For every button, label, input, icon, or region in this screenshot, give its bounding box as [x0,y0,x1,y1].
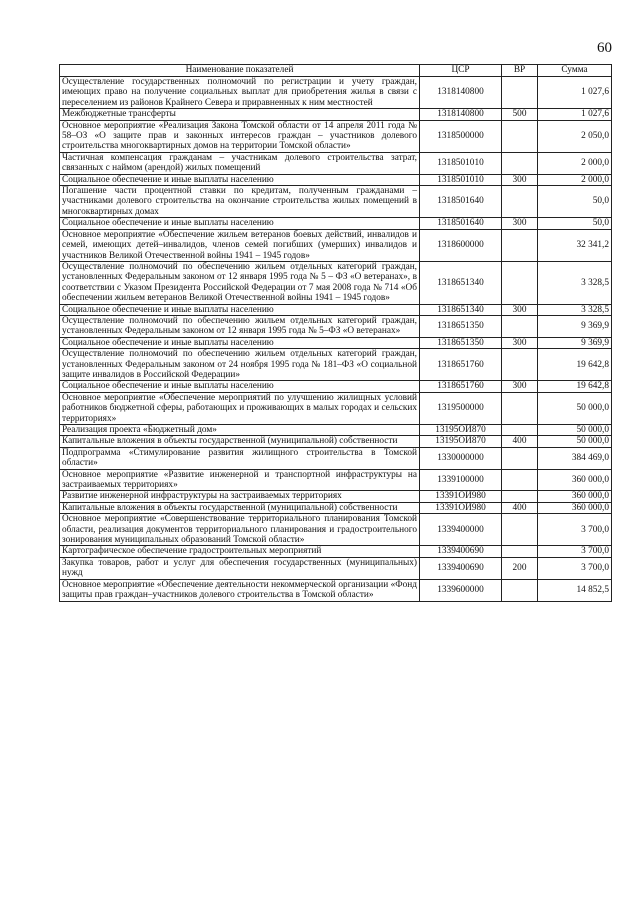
indicator-name-cell: Осуществление государственных полномочий по регистрации и учету граждан, имеющих право на получение социальных выплат для приобретения жилья в связи с переселением из районов Крайнего Севера и приравненных к ним местностей [60,77,420,109]
csr-code-cell: 1318501640 [420,218,502,229]
csr-code-cell: 1319500000 [420,392,502,424]
table-row [60,229,612,261]
vr-code-cell [502,229,538,261]
table-row [60,436,612,447]
amount-cell: 9 369,9 [538,315,612,337]
indicator-name-cell: Основное мероприятие «Обеспечение жильем ветеранов боевых действий, инвалидов и семей, имеющих детей–инвалидов, членов семей погибших (умерших) инвалидов и участников Великой Отечественной войны 1941 – 1945 годов» [60,229,420,261]
table-row [60,186,612,218]
amount-cell: 50,0 [538,186,612,218]
csr-code-cell: 1318651760 [420,381,502,392]
vr-code-cell [502,77,538,109]
csr-code-cell: 1339600000 [420,579,502,601]
vr-code-cell [502,120,538,152]
csr-code-cell: 1330000000 [420,447,502,469]
amount-cell: 19 642,8 [538,349,612,381]
vr-code-cell [502,447,538,469]
indicator-name-cell: Осуществление полномочий по обеспечению жильем отдельных категорий граждан, установленных Федеральным законом от 12 января 1995 года № 5–ФЗ «О ветеранах» [60,315,420,337]
csr-code-cell: 1318651340 [420,304,502,315]
amount-cell: 384 469,0 [538,447,612,469]
vr-code-cell [502,186,538,218]
amount-cell: 3 700,0 [538,557,612,579]
amount-cell: 19 642,8 [538,381,612,392]
csr-code-cell: 1339400690 [420,546,502,557]
amount-cell: 2 000,0 [538,174,612,185]
vr-code-cell: 300 [502,304,538,315]
table-row [60,392,612,424]
amount-cell: 14 852,5 [538,579,612,601]
table-row [60,315,612,337]
budget-table [59,64,612,602]
column-header-vr: ВР [502,65,538,77]
indicator-name-cell: Основное мероприятие «Реализация Закона Томской области от 14 апреля 2011 года № 58–ОЗ «О защите прав и законных интересов граждан – участников долевого строительства многоквартирных домов на территории Томской области» [60,120,420,152]
amount-cell: 32 341,2 [538,229,612,261]
amount-cell: 50 000,0 [538,392,612,424]
csr-code-cell: 1318501010 [420,174,502,185]
amount-cell: 360 000,0 [538,502,612,513]
csr-code-cell: 13195ОИ870 [420,436,502,447]
vr-code-cell [502,261,538,304]
table-row [60,381,612,392]
vr-code-cell: 300 [502,174,538,185]
table-row [60,425,612,436]
csr-code-cell: 1318140800 [420,109,502,120]
indicator-name-cell: Капитальные вложения в объекты государственной (муниципальной) собственности [60,502,420,513]
table-row [60,218,612,229]
csr-code-cell: 1339400690 [420,557,502,579]
csr-code-cell: 13391ОИ980 [420,491,502,502]
page-number: 60 [597,40,612,56]
amount-cell: 1 027,6 [538,109,612,120]
indicator-name-cell: Социальное обеспечение и иные выплаты населению [60,174,420,185]
csr-code-cell: 1318501010 [420,152,502,174]
indicator-name-cell: Основное мероприятие «Развитие инженерной и транспортной инфраструктуры на застраиваемых территориях» [60,469,420,491]
indicator-name-cell: Осуществление полномочий по обеспечению жильем отдельных категорий граждан, установленных Федеральным законом от 24 ноября 1995 года № 181–ФЗ «О социальной защите инвалидов в Российской Федерации» [60,349,420,381]
csr-code-cell: 1318651340 [420,261,502,304]
column-header-name: Наименование показателей [60,65,420,77]
amount-cell: 360 000,0 [538,469,612,491]
indicator-name-cell: Межбюджетные трансферты [60,109,420,120]
vr-code-cell [502,546,538,557]
indicator-name-cell: Социальное обеспечение и иные выплаты населению [60,304,420,315]
vr-code-cell: 400 [502,436,538,447]
indicator-name-cell: Капитальные вложения в объекты государственной (муниципальной) собственности [60,436,420,447]
table-row [60,349,612,381]
table-row [60,77,612,109]
indicator-name-cell: Основное мероприятие «Обеспечение мероприятий по улучшению жилищных условий работников бюджетной сферы, работающих и проживающих в малых городах и сельских территориях» [60,392,420,424]
amount-cell: 360 000,0 [538,491,612,502]
vr-code-cell [502,425,538,436]
indicator-name-cell: Социальное обеспечение и иные выплаты населению [60,218,420,229]
vr-code-cell [502,349,538,381]
table-row [60,304,612,315]
csr-code-cell: 13391ОИ980 [420,502,502,513]
amount-cell: 3 328,5 [538,261,612,304]
amount-cell: 2 050,0 [538,120,612,152]
indicator-name-cell: Основное мероприятие «Совершенствование территориального планирования Томской области, реализация документов территориального планирования и градостроительного зонирования муниципальных образований Томской области» [60,514,420,546]
amount-cell: 3 700,0 [538,514,612,546]
amount-cell: 50 000,0 [538,436,612,447]
table-row [60,261,612,304]
amount-cell: 9 369,9 [538,337,612,348]
vr-code-cell: 300 [502,337,538,348]
table-row [60,337,612,348]
csr-code-cell: 1318140800 [420,77,502,109]
csr-code-cell: 1318651760 [420,349,502,381]
csr-code-cell: 13195ОИ870 [420,425,502,436]
csr-code-cell: 1318651350 [420,337,502,348]
vr-code-cell [502,491,538,502]
vr-code-cell [502,152,538,174]
amount-cell: 50 000,0 [538,425,612,436]
vr-code-cell [502,315,538,337]
csr-code-cell: 1339400000 [420,514,502,546]
table-row [60,579,612,601]
table-header [60,65,612,77]
amount-cell: 3 700,0 [538,546,612,557]
table-row [60,557,612,579]
table-row [60,514,612,546]
indicator-name-cell: Социальное обеспечение и иные выплаты населению [60,337,420,348]
table-row [60,447,612,469]
amount-cell: 2 000,0 [538,152,612,174]
vr-code-cell: 300 [502,218,538,229]
indicator-name-cell: Основное мероприятие «Обеспечение деятельности некоммерческой организации «Фонд защиты прав граждан–участников долевого строительства в Томской области» [60,579,420,601]
amount-cell: 1 027,6 [538,77,612,109]
amount-cell: 50,0 [538,218,612,229]
csr-code-cell: 1318500000 [420,120,502,152]
vr-code-cell: 500 [502,109,538,120]
csr-code-cell: 1318651350 [420,315,502,337]
table-row [60,491,612,502]
indicator-name-cell: Закупка товаров, работ и услуг для обеспечения государственных (муниципальных) нужд [60,557,420,579]
vr-code-cell: 200 [502,557,538,579]
vr-code-cell: 400 [502,502,538,513]
header-row [60,65,612,77]
amount-cell: 3 328,5 [538,304,612,315]
column-header-sum: Сумма [538,65,612,77]
indicator-name-cell: Картографическое обеспечение градостроительных мероприятий [60,546,420,557]
vr-code-cell [502,579,538,601]
csr-code-cell: 1318600000 [420,229,502,261]
indicator-name-cell: Реализация проекта «Бюджетный дом» [60,425,420,436]
indicator-name-cell: Осуществление полномочий по обеспечению жильем отдельных категорий граждан, установленных Федеральным законом от 12 января 1995 года № 5 – ФЗ «О ветеранах», в соответствии с Указом Президента Российской Федерации от 7 мая 2008 года № 714 «Об обеспечении жильем ветеранов Великой Отечественной войны 1941 – 1945 годов» [60,261,420,304]
table-row [60,469,612,491]
indicator-name-cell: Социальное обеспечение и иные выплаты населению [60,381,420,392]
csr-code-cell: 1318501640 [420,186,502,218]
table-row [60,152,612,174]
csr-code-cell: 1339100000 [420,469,502,491]
vr-code-cell [502,469,538,491]
indicator-name-cell: Частичная компенсация гражданам – участникам долевого строительства затрат, связанных с наймом (арендой) жилых помещений [60,152,420,174]
table-row [60,174,612,185]
table-row [60,120,612,152]
vr-code-cell [502,514,538,546]
vr-code-cell [502,392,538,424]
table-body [60,77,612,602]
table-row [60,109,612,120]
table-row [60,546,612,557]
indicator-name-cell: Погашение части процентной ставки по кредитам, полученным гражданами – участниками долевого строительства на окончание строительства жилых помещений в многоквартирных домах [60,186,420,218]
table-row [60,502,612,513]
indicator-name-cell: Развитие инженерной инфраструктуры на застраиваемых территориях [60,491,420,502]
vr-code-cell: 300 [502,381,538,392]
column-header-csr: ЦСР [420,65,502,77]
indicator-name-cell: Подпрограмма «Стимулирование развития жилищного строительства в Томской области» [60,447,420,469]
